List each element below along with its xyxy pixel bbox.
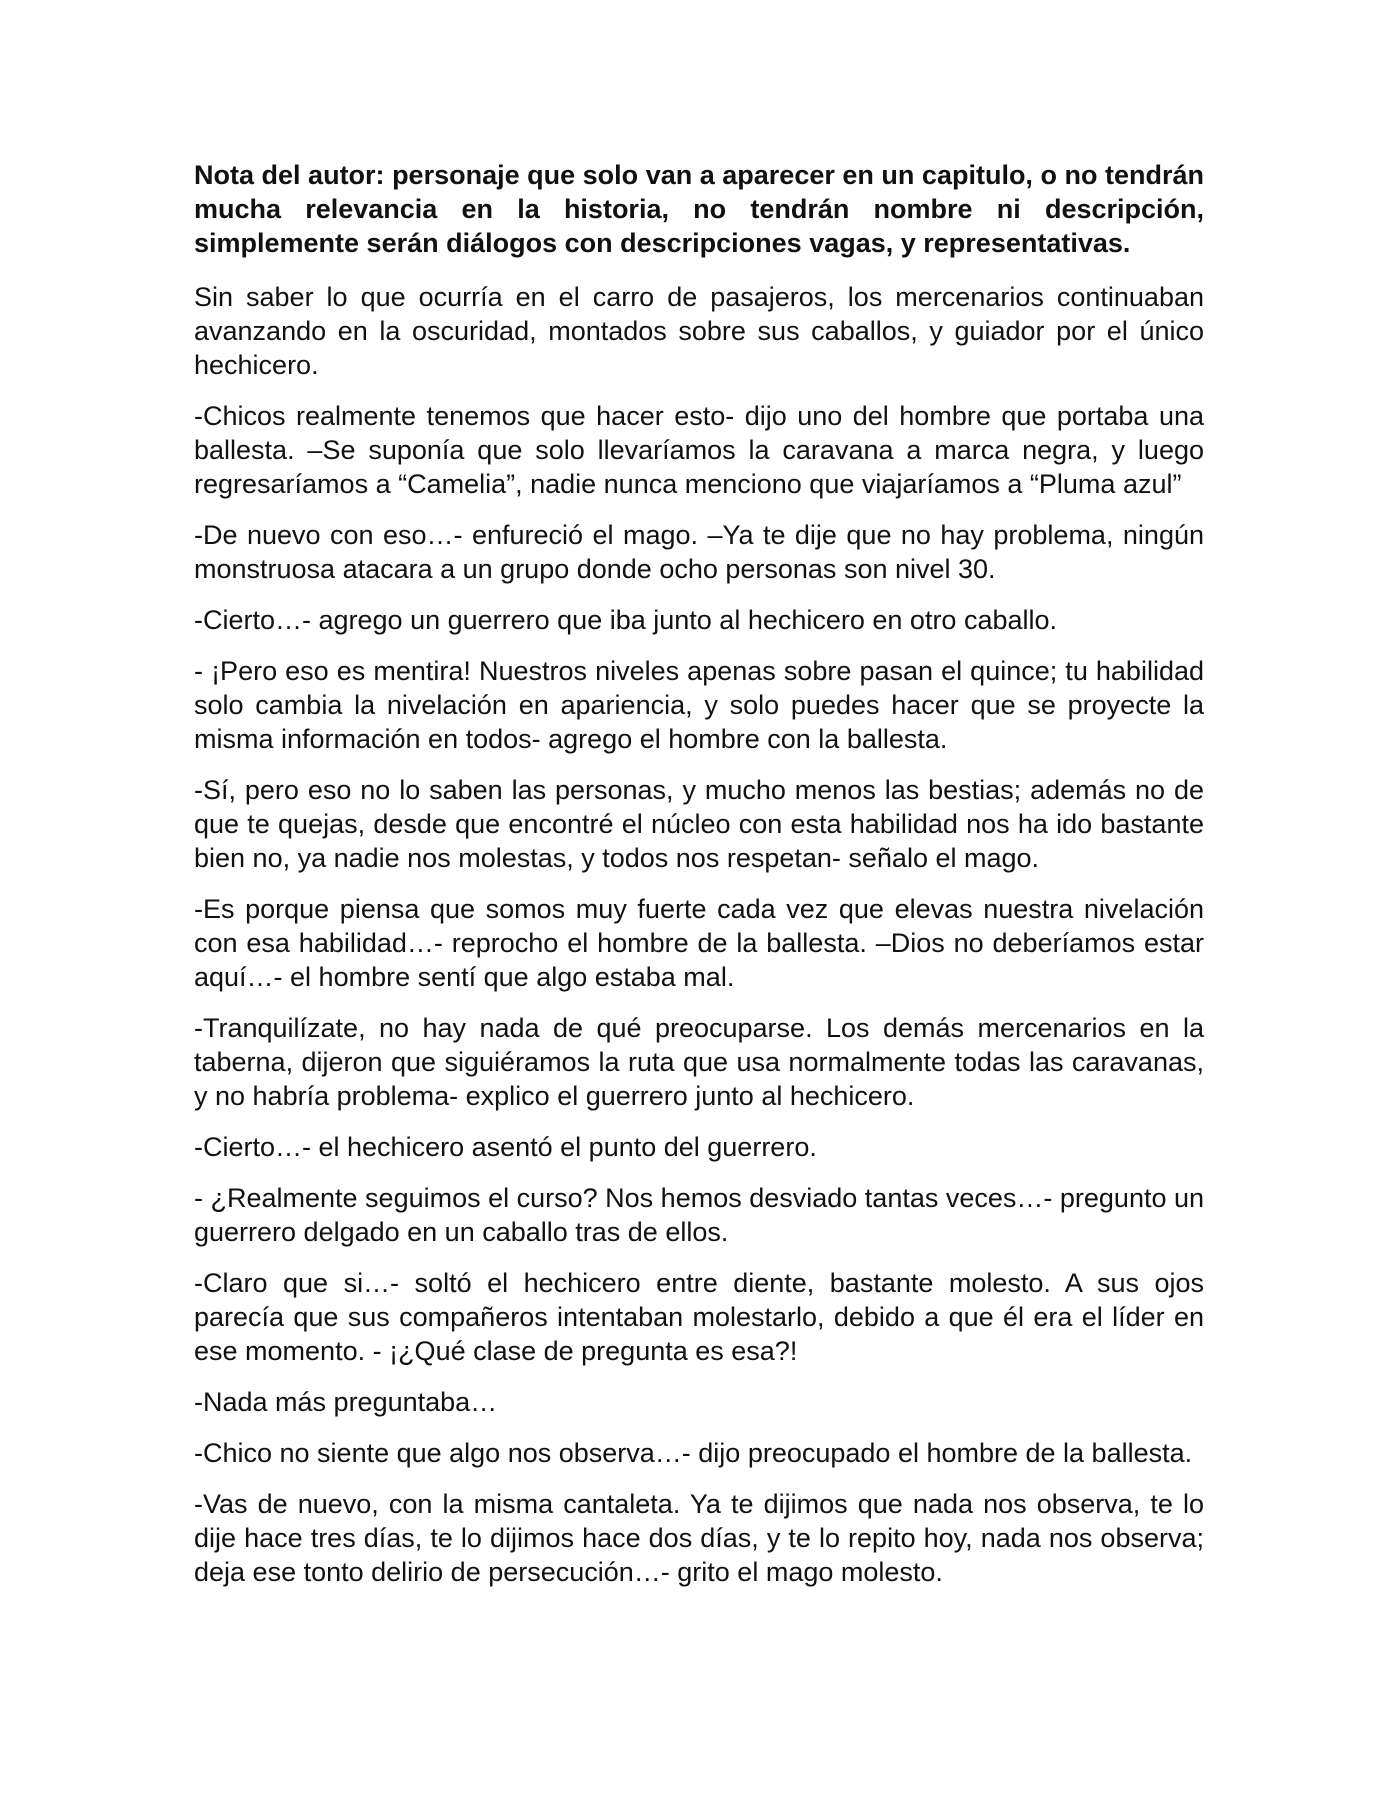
paragraph: -Sí, pero eso no lo saben las personas, y mucho menos las bestias; además no de que te quejas, desde que encontré el núcleo con esta habilidad nos ha ido bastante bien no, ya nadie nos molestas, y todos nos respetan- señalo el mago. [194, 775, 1204, 873]
paragraph: - ¿Realmente seguimos el curso? Nos hemos desviado tantas veces…- pregunto un guerrero delgado en un caballo tras de ellos. [194, 1183, 1205, 1247]
paragraph: -Tranquilízate, no hay nada de qué preocuparse. Los demás mercenarios en la taberna, dijeron que siguiéramos la ruta que usa normalmente todas las caravanas, y no habría problema- explico el guerrero junto al hechicero. [194, 1013, 1204, 1111]
paragraph: -Es porque piensa que somos muy fuerte cada vez que elevas nuestra nivelación con esa habilidad…- reprocho el hombre de la ballesta. –Dios no deberíamos estar aquí…- el hombre sentí que algo estaba mal. [194, 894, 1204, 992]
paragraph: -Chicos realmente tenemos que hacer esto- dijo uno del hombre que portaba una ballesta. –Se suponía que solo llevaríamos la caravana a marca negra, y luego regresaríamos a “Camelia”, nadie nunca menciono que viajaríamos a “Pluma azul” [194, 401, 1204, 499]
paragraph: -Claro que si…- soltó el hechicero entre diente, bastante molesto. A sus ojos parecía que sus compañeros intentaban molestarlo, debido a que él era el líder en ese momento. - ¡¿Qué clase de pregunta es esa?! [194, 1268, 1204, 1366]
paragraph: -De nuevo con eso…- enfureció el mago. –Ya te dije que no hay problema, ningún monstruosa atacara a un grupo donde ocho personas son nivel 30. [194, 520, 1204, 584]
paragraph: -Chico no siente que algo nos observa…- dijo preocupado el hombre de la ballesta. [194, 1438, 1193, 1468]
paragraph: -Cierto…- el hechicero asentó el punto del guerrero. [194, 1132, 817, 1162]
document-page [194, 158, 1204, 1606]
paragraph: -Vas de nuevo, con la misma cantaleta. Ya te dijimos que nada nos observa, te lo dije hace tres días, te lo dijimos hace dos días, y te lo repito hoy, nada nos observa; deja ese tonto delirio de persecución…- grito el mago molesto. [194, 1489, 1204, 1587]
paragraph: - ¡Pero eso es mentira! Nuestros niveles apenas sobre pasan el quince; tu habilidad solo cambia la nivelación en apariencia, y solo puedes hacer que se proyecte la misma información en todos- agrego el hombre con la ballesta. [194, 656, 1204, 754]
paragraph: Sin saber lo que ocurría en el carro de pasajeros, los mercenarios continuaban avanzando en la oscuridad, montados sobre sus caballos, y guiador por el único hechicero. [194, 282, 1204, 380]
paragraph: -Nada más preguntaba… [194, 1387, 498, 1417]
author-note: Nota del autor: personaje que solo van a aparecer en un capitulo, o no tendrán mucha relevancia en la historia, no tendrán nombre ni descripción, simplemente serán diálogos con descripciones vagas, y representativas. [194, 160, 1204, 258]
paragraph: -Cierto…- agrego un guerrero que iba junto al hechicero en otro caballo. [194, 605, 1058, 635]
